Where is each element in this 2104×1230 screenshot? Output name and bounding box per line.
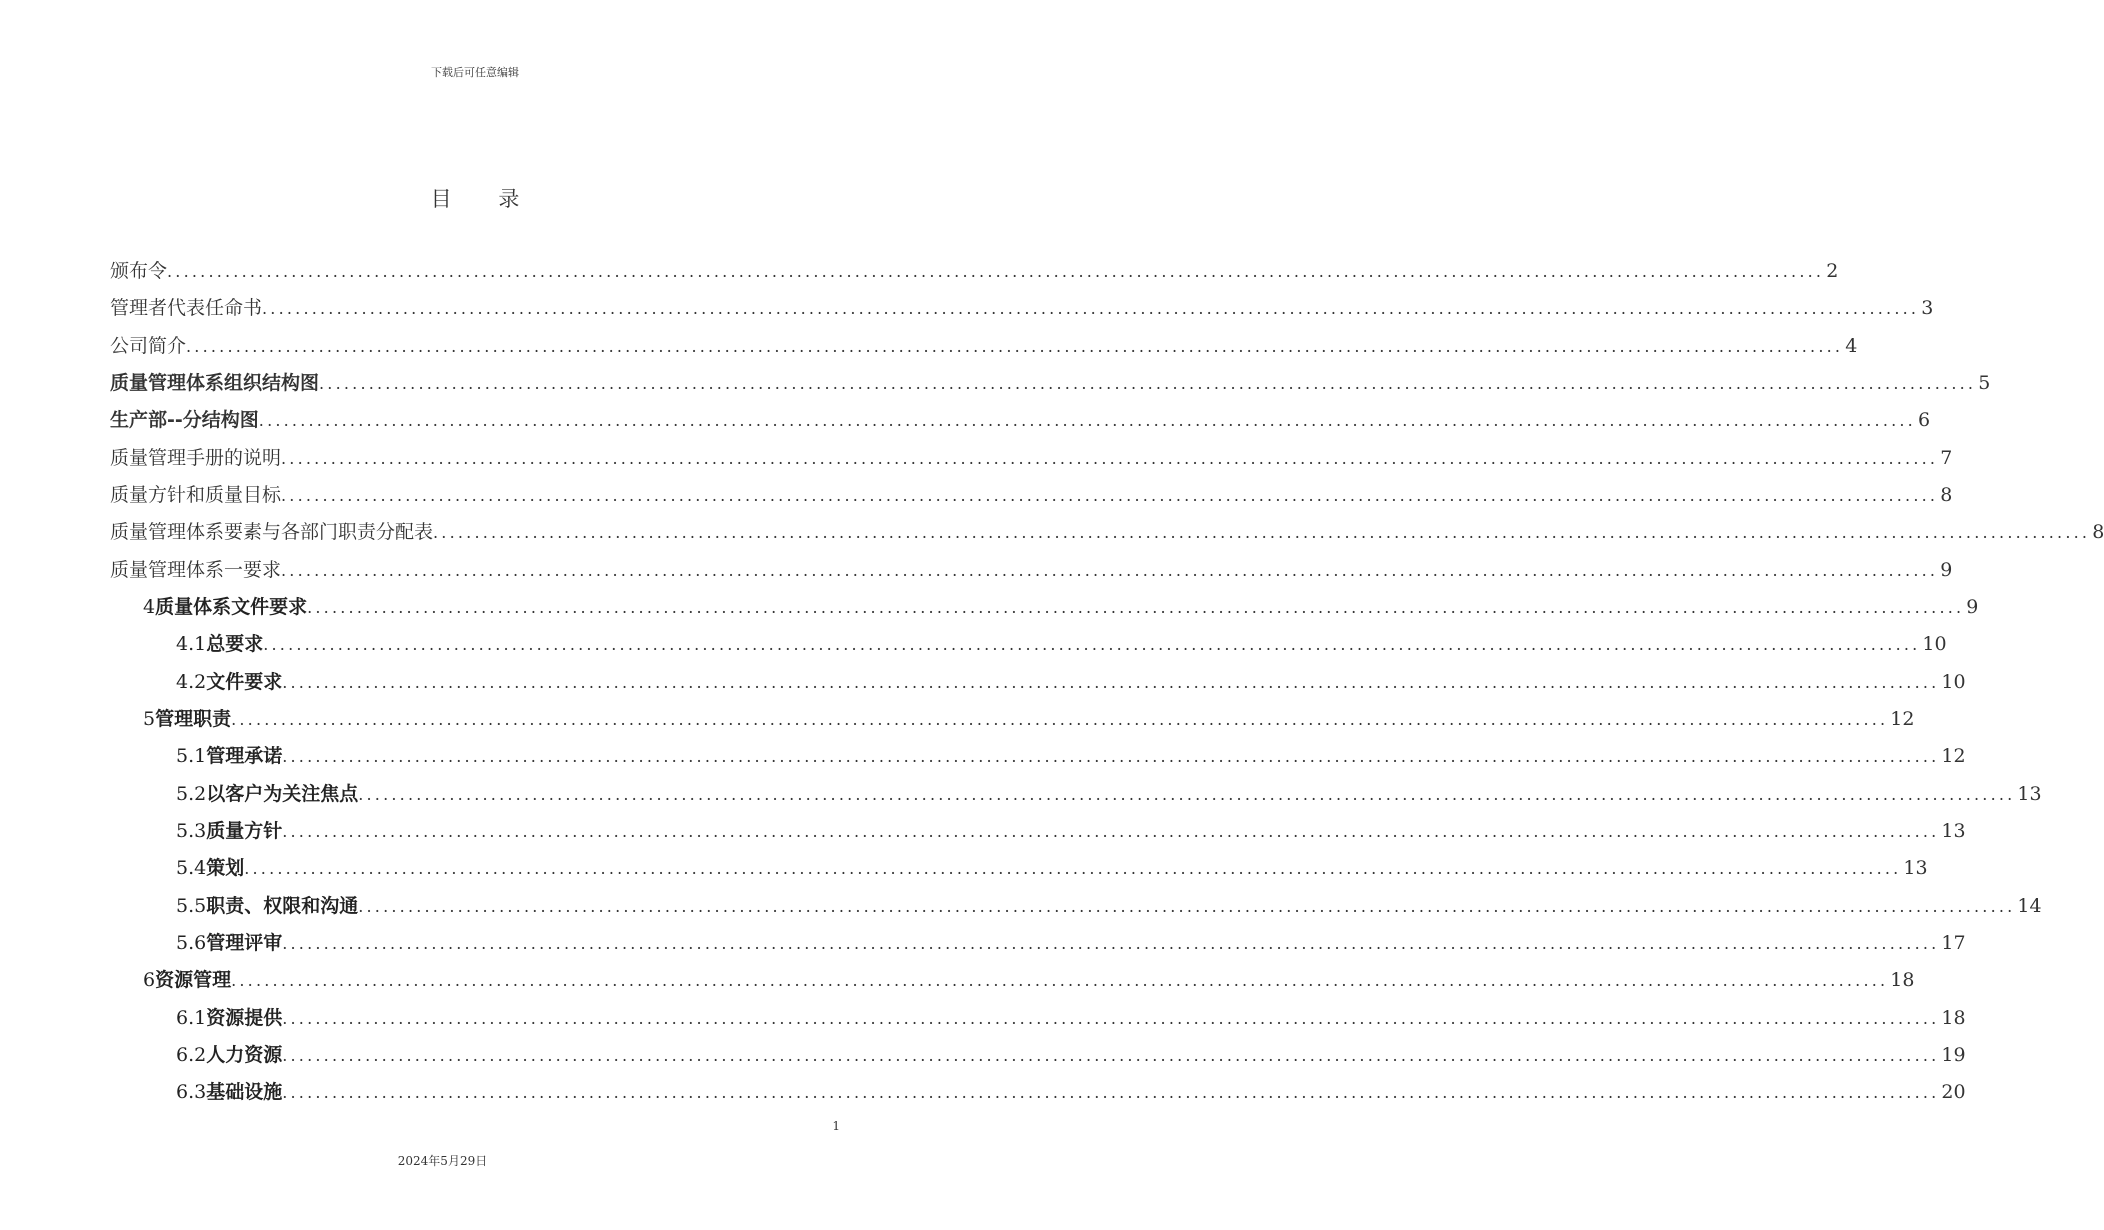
toc-entry-page: 18 [1941, 1007, 1966, 1029]
toc-entry[interactable] [176, 1037, 1966, 1074]
toc-entry-page: 10 [1922, 633, 1947, 655]
toc-entry-title: 质量方针和质量目标 [110, 484, 282, 506]
toc-entry[interactable] [110, 477, 1953, 514]
toc-entry[interactable] [176, 738, 1966, 775]
toc-entry[interactable] [176, 626, 1947, 663]
toc-entry[interactable] [176, 888, 2042, 925]
toc-entry-title: 质量管理体系要素与各部门职责分配表 [110, 521, 434, 543]
dot-leader: ........................................................................................................................................................................................................ [358, 897, 2016, 916]
toc-entry-number: 6 [143, 969, 156, 991]
toc-entry[interactable] [110, 552, 1953, 589]
page-header: 下载后可任意编辑 [431, 66, 519, 79]
footer-date: 2024年5月29日 [397, 1154, 488, 1168]
toc-entry-number: 4.2 [176, 671, 207, 693]
toc-entry-page: 10 [1941, 671, 1966, 693]
toc-entry[interactable] [176, 813, 1966, 850]
dot-leader: ........................................................................................................................................................................................................ [358, 785, 2016, 804]
toc-entry-title: 职责、权限和沟通 [206, 895, 359, 917]
toc-entry-number: 5 [143, 708, 156, 730]
toc-entry-number: 5.1 [176, 745, 207, 767]
toc-entry-page: 14 [2017, 895, 2042, 917]
toc-entry-number: 5.2 [176, 783, 207, 805]
dot-leader: ........................................................................................................................................................................................................ [282, 1046, 1940, 1065]
toc-entry-number: 6.1 [176, 1007, 207, 1029]
toc-entry-title: 公司简介 [110, 335, 187, 357]
toc-entry-page: 4 [1845, 335, 1858, 357]
dot-leader: ........................................................................................................................................................................................................ [319, 374, 1977, 393]
toc-entry-page: 17 [1941, 932, 1966, 954]
toc-entry[interactable] [110, 328, 1858, 365]
dot-leader: ........................................................................................................................................................................................................ [263, 635, 1921, 654]
toc-entry-title: 颁布令 [110, 260, 168, 282]
toc-entry-page: 13 [2017, 783, 2042, 805]
toc-entry-title: 管理承诺 [206, 745, 283, 767]
dot-leader: ........................................................................................................................................................................................................ [281, 449, 1939, 468]
toc-entry-title: 基础设施 [206, 1081, 283, 1103]
toc-entry[interactable] [143, 701, 1915, 738]
toc-entry-title: 文件要求 [206, 671, 283, 693]
toc-entry-number: 5.6 [176, 932, 207, 954]
toc-entry-page: 9 [1966, 596, 1979, 618]
toc-entry-title: 质量管理体系一要求 [110, 559, 282, 581]
dot-leader: ........................................................................................................................................................................................................ [282, 673, 1940, 692]
page-title: 目 录 [430, 187, 540, 211]
dot-leader: ........................................................................................................................................................................................................ [282, 934, 1940, 953]
toc-entry-title: 质量体系文件要求 [155, 596, 308, 618]
toc-entry-title: 管理者代表任命书 [110, 297, 263, 319]
toc-entry[interactable] [176, 664, 1966, 701]
toc-entry-title: 资源管理 [155, 969, 232, 991]
toc-entry[interactable] [143, 589, 1979, 626]
toc-entry-number: 6.3 [176, 1081, 207, 1103]
dot-leader: ........................................................................................................................................................................................................ [281, 561, 1939, 580]
dot-leader: ........................................................................................................................................................................................................ [244, 859, 1902, 878]
toc-entry-title: 资源提供 [206, 1007, 283, 1029]
dot-leader: ........................................................................................................................................................................................................ [282, 1009, 1940, 1028]
toc-entry-page: 8 [1940, 484, 1953, 506]
toc-entry-title: 质量方针 [206, 820, 283, 842]
toc-entry-page: 8 [2092, 521, 2104, 543]
toc-entry-number: 5.3 [176, 820, 207, 842]
toc-entry-page: 6 [1917, 409, 1931, 431]
toc-entry-page: 13 [1941, 820, 1966, 842]
toc-entry-number: 6.2 [176, 1044, 207, 1066]
dot-leader: ........................................................................................................................................................................................................ [433, 523, 2091, 542]
dot-leader: ........................................................................................................................................................................................................ [167, 262, 1825, 281]
toc-entry[interactable] [110, 514, 2104, 551]
toc-entry[interactable] [110, 253, 1839, 290]
dot-leader: ........................................................................................................................................................................................................ [186, 337, 1844, 356]
toc-entry-page: 18 [1890, 969, 1915, 991]
toc-entry-page: 3 [1921, 297, 1934, 319]
page-number: 1 [832, 1119, 840, 1133]
toc-entry-number: 5.4 [176, 857, 207, 879]
toc-entry[interactable] [110, 440, 1953, 477]
toc-entry-page: 9 [1940, 559, 1953, 581]
dot-leader: ........................................................................................................................................................................................................ [281, 486, 1939, 505]
toc-entry[interactable] [143, 962, 1915, 999]
dot-leader: ........................................................................................................................................................................................................ [282, 747, 1940, 766]
toc-entry-number: 4.1 [176, 633, 207, 655]
dot-leader: ........................................................................................................................................................................................................ [282, 822, 1940, 841]
toc-entry-number: 4 [143, 596, 156, 618]
toc-entry-page: 2 [1826, 260, 1839, 282]
toc-entry-page: 20 [1941, 1081, 1966, 1103]
dot-leader: ........................................................................................................................................................................................................ [231, 971, 1889, 990]
toc-entry[interactable] [110, 290, 1934, 327]
dot-leader: ........................................................................................................................................................................................................ [231, 710, 1889, 729]
toc-entry-title: 管理职责 [155, 708, 232, 730]
toc-entry[interactable] [176, 776, 2042, 813]
dot-leader: ........................................................................................................................................................................................................ [307, 598, 1965, 617]
toc-entry[interactable] [110, 402, 1931, 439]
dot-leader: ........................................................................................................................................................................................................ [262, 299, 1920, 318]
toc-entry-title: 质量管理体系组织结构图 [110, 372, 320, 394]
toc-entry-page: 19 [1941, 1044, 1966, 1066]
toc-entry-title: 以客户为关注焦点 [206, 783, 359, 805]
toc-entry-page: 12 [1941, 745, 1966, 767]
toc-entry-title: 管理评审 [206, 932, 283, 954]
toc-entry-title: 策划 [206, 857, 245, 879]
toc-entry[interactable] [176, 1074, 1966, 1111]
toc-entry-title: 生产部--分结构图 [110, 409, 259, 431]
toc-entry[interactable] [176, 1000, 1966, 1037]
toc-entry[interactable] [176, 925, 1966, 962]
toc-entry-page: 7 [1940, 447, 1953, 469]
toc-entry-title: 人力资源 [206, 1044, 283, 1066]
toc-entry[interactable] [176, 850, 1928, 887]
dot-leader: ........................................................................................................................................................................................................ [258, 411, 1916, 430]
toc-entry-title: 质量管理手册的说明 [110, 447, 282, 469]
toc-entry-page: 13 [1903, 857, 1928, 879]
toc-entry-title: 总要求 [206, 633, 264, 655]
toc-entry-page: 12 [1890, 708, 1915, 730]
toc-entry-number: 5.5 [176, 895, 207, 917]
dot-leader: ........................................................................................................................................................................................................ [282, 1083, 1940, 1102]
toc-entry-page: 5 [1978, 372, 1991, 394]
toc-entry[interactable] [110, 365, 1991, 402]
